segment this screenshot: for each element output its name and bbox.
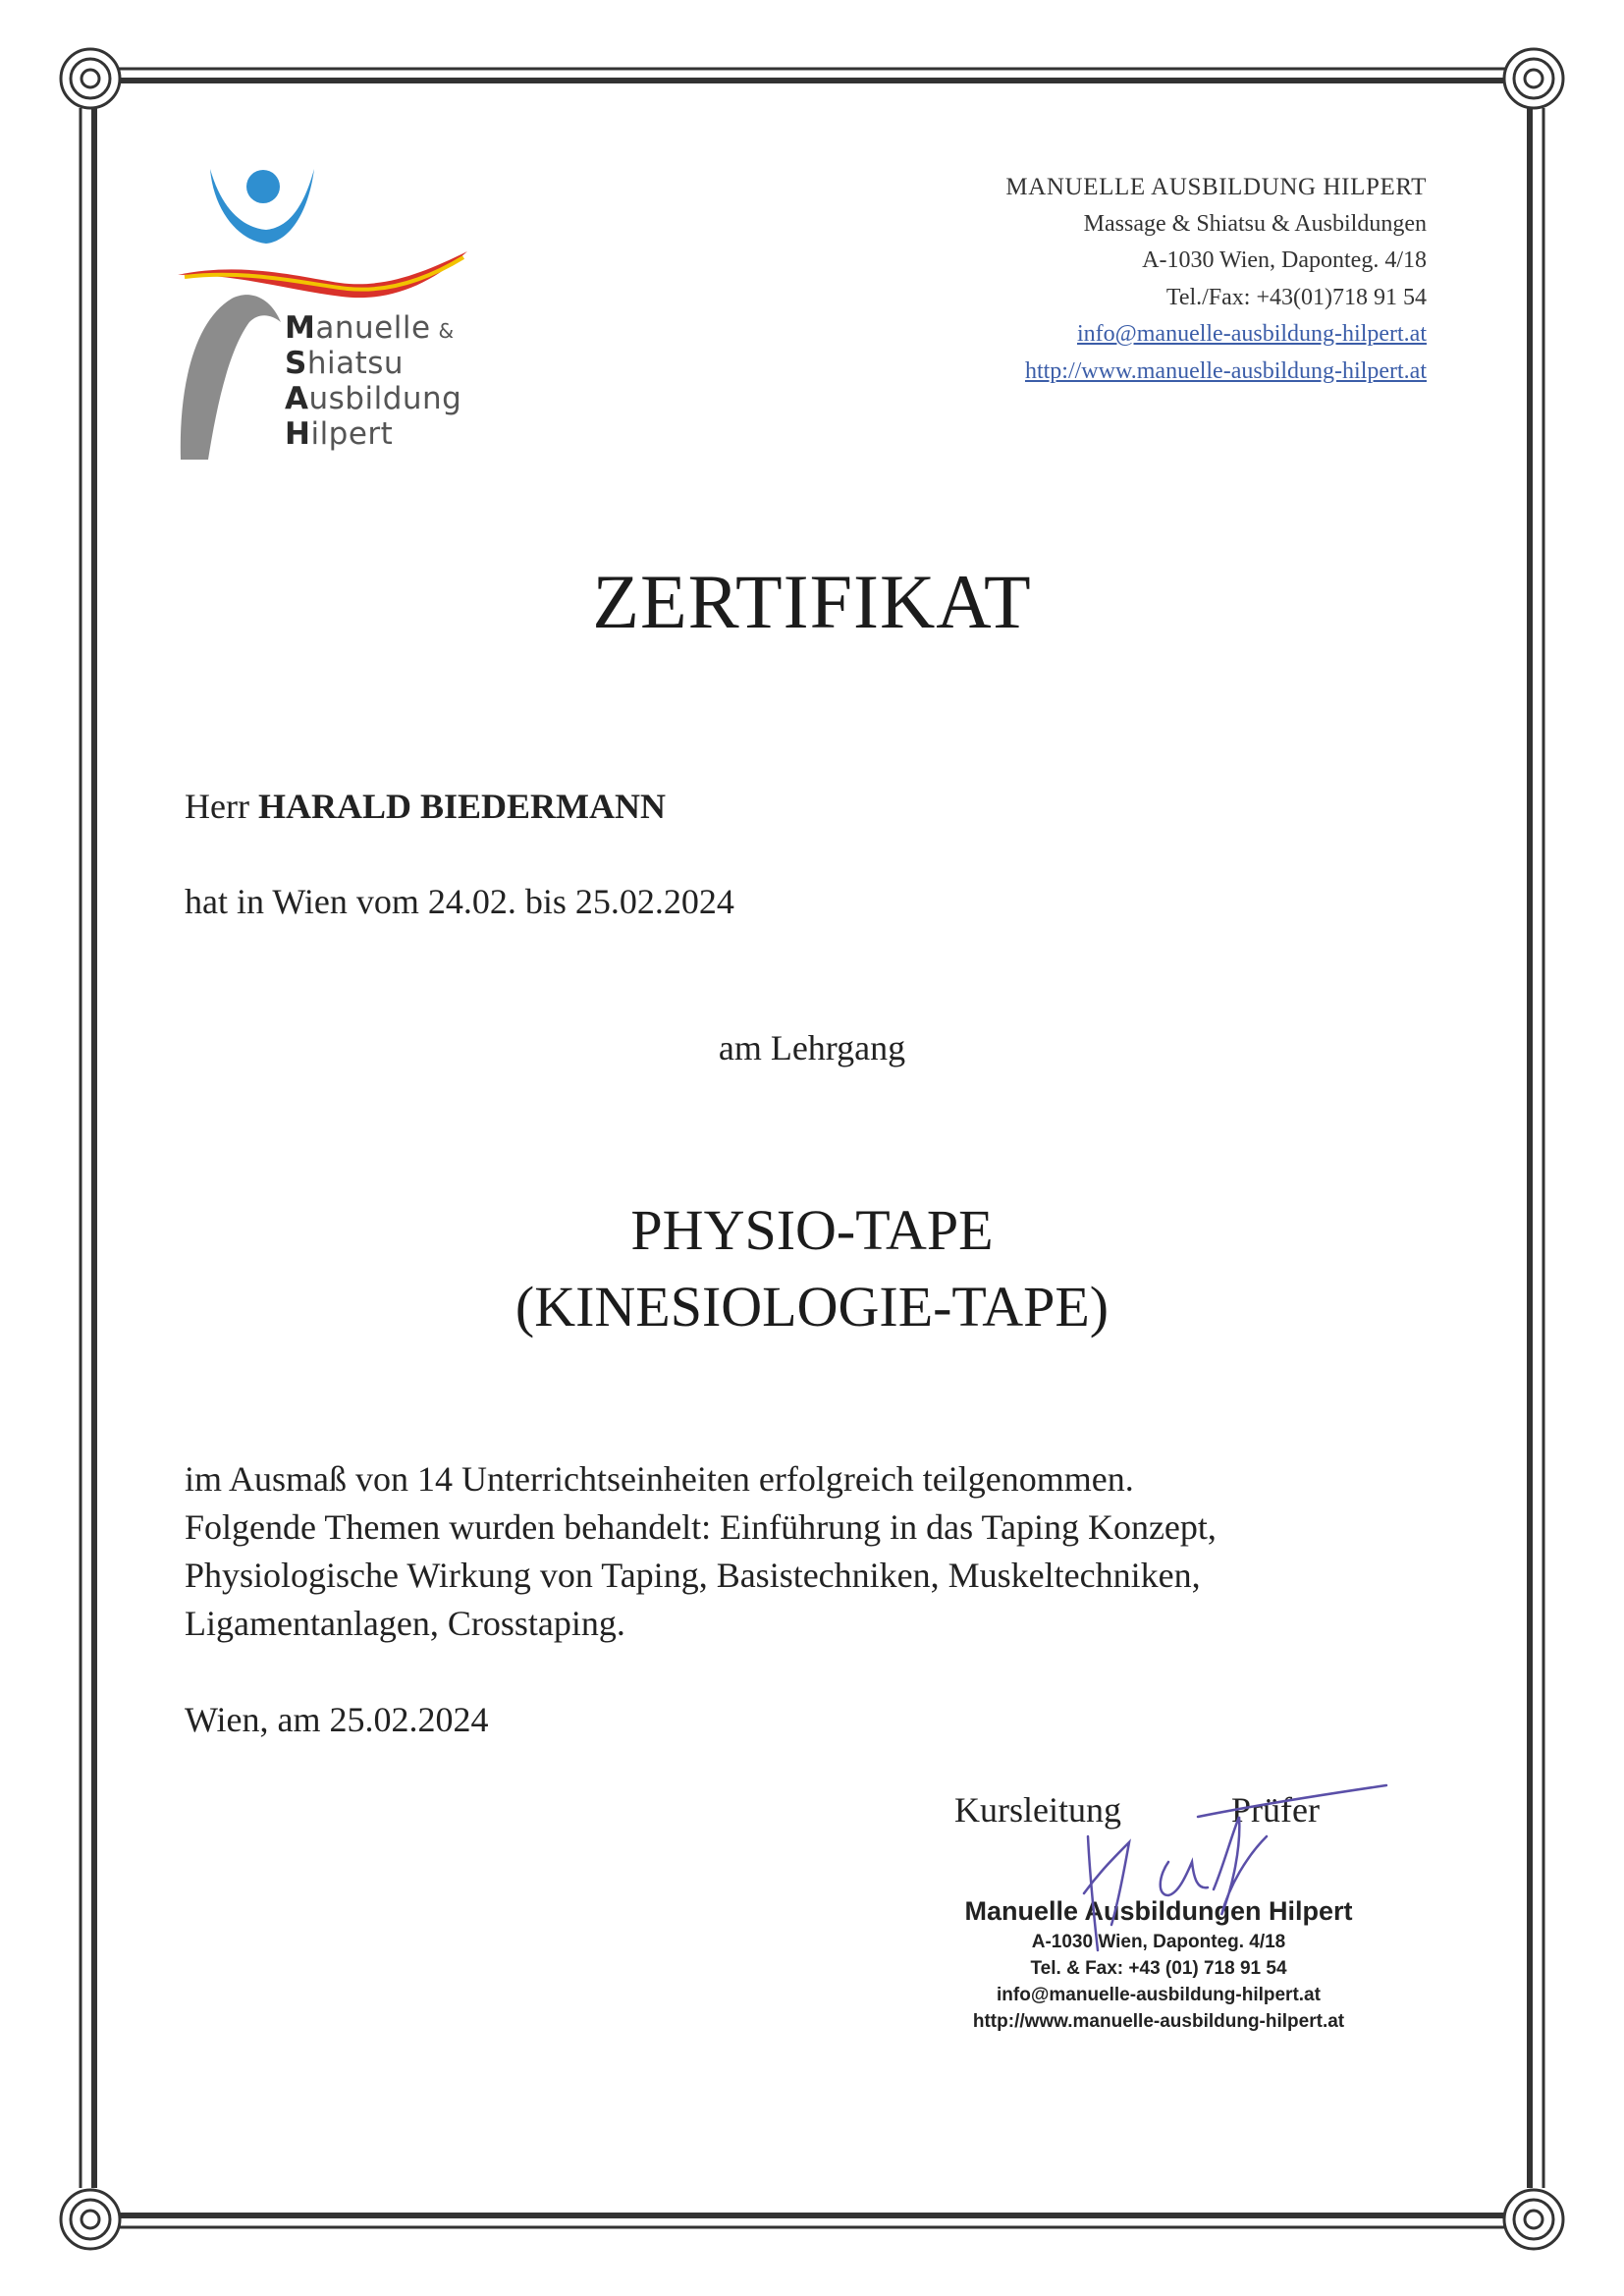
description-line: Folgende Themen wurden behandelt: Einführung in das Taping Konzept, — [185, 1507, 1217, 1547]
description-line: Ligamentanlagen, Crosstaping. — [185, 1604, 625, 1643]
corner-ornament-bottom-right — [1504, 2190, 1563, 2249]
stamp-phone: Tel. & Fax: +43 (01) 718 91 54 — [1030, 1958, 1287, 1979]
firm-subtitle: Massage & Shiatsu & Ausbildungen — [1083, 210, 1427, 237]
course-title-line1: PHYSIO-TAPE — [630, 1198, 994, 1262]
logo-head-icon — [246, 170, 280, 203]
recipient-salutation: Herr — [185, 787, 249, 826]
firm-email-link[interactable]: info@manuelle-ausbildung-hilpert.at — [1076, 321, 1427, 347]
recipient-line — [185, 786, 666, 827]
logo-word-hilpert: Hilpert — [285, 416, 394, 452]
logo-figure-icon — [181, 295, 281, 460]
course-title — [0, 1192, 1624, 1345]
stamp-email: info@manuelle-ausbildung-hilpert.at — [997, 1985, 1321, 2005]
handwritten-signature — [1021, 1777, 1394, 1954]
course-description — [185, 1455, 1451, 1648]
certificate-title: ZERTIFIKAT — [592, 559, 1032, 644]
course-title-line2: (KINESIOLOGIE-TAPE) — [514, 1275, 1110, 1339]
letterhead — [1005, 169, 1427, 390]
signature-label-kursleitung: Kursleitung — [954, 1790, 1121, 1830]
place-date: Wien, am 25.02.2024 — [185, 1700, 489, 1739]
logo-word-manuelle: Manuelle & — [285, 310, 455, 346]
stamp-address: A-1030 Wien, Daponteg. 4/18 — [1031, 1932, 1286, 1952]
corner-ornament-top-left — [61, 49, 120, 108]
firm-web-link[interactable]: http://www.manuelle-ausbildung-hilpert.at — [1024, 357, 1427, 384]
firm-name: MANUELLE AUSBILDUNG HILPERT — [1005, 174, 1427, 200]
course-period: hat in Wien vom 24.02. bis 25.02.2024 — [185, 882, 734, 921]
firm-phone: Tel./Fax: +43(01)718 91 54 — [1165, 284, 1427, 310]
description-line: Physiologische Wirkung von Taping, Basistechniken, Muskeltechniken, — [185, 1556, 1201, 1595]
signature-label-pruefer: Prüfer — [1231, 1790, 1320, 1830]
company-logo — [173, 165, 487, 469]
logo-word-ausbildung: Ausbildung — [285, 381, 462, 416]
stamp-name: Manuelle Ausbildungen Hilpert — [964, 1896, 1353, 1926]
recipient-name: HARALD BIEDERMANN — [257, 787, 666, 826]
description-line: im Ausmaß von 14 Unterrichtseinheiten erfolgreich teilgenommen. — [185, 1459, 1134, 1499]
course-intro: am Lehrgang — [718, 1028, 906, 1067]
corner-ornament-bottom-left — [61, 2190, 120, 2249]
logo-word-shiatsu: Shiatsu — [285, 346, 405, 381]
firm-address: A-1030 Wien, Daponteg. 4/18 — [1142, 247, 1427, 273]
corner-ornament-top-right — [1504, 49, 1563, 108]
stamp-web: http://www.manuelle-ausbildung-hilpert.at — [972, 2011, 1345, 2032]
